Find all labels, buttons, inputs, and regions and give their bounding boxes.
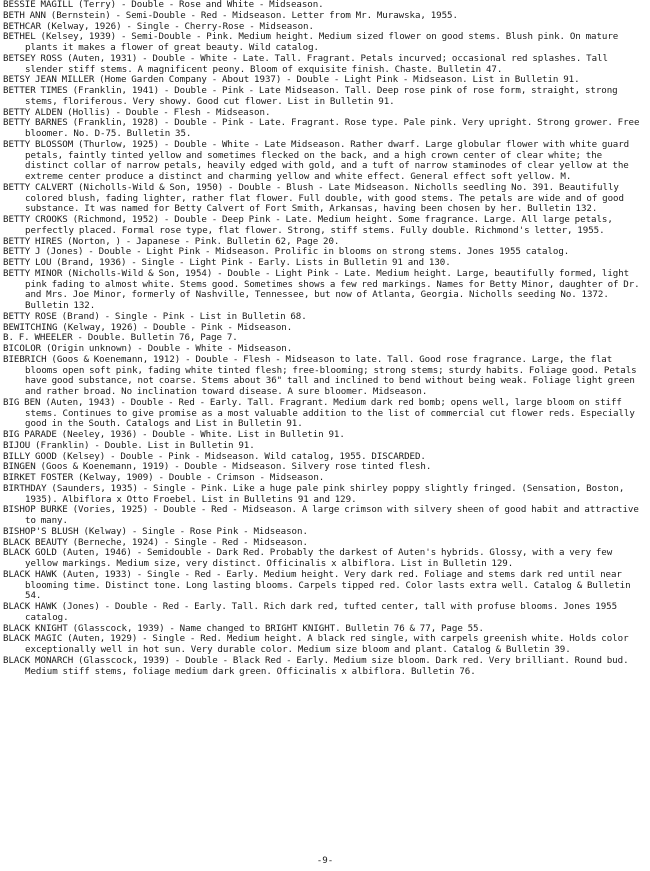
peony-entry: BIRKET FOSTER (Kelway, 1909) - Double - Crimson - Midseason.	[3, 473, 325, 483]
peony-entry: BESSIE MAGILL (Terry) - Double - Rose and White - Midseason.	[3, 0, 324, 10]
peony-entry: BETHCAR (Kelway, 1926) - Single - Cherry-Rose - Midseason.	[3, 21, 314, 32]
peony-entry: BETTY ROSE (Brand) - Single - Pink - List in Bulletin 68.	[3, 311, 307, 322]
peony-entry: BLACK GOLD (Auten, 1946) - Semidouble - Dark Red. Probably the darkest of Auten's hybrids. Glossy, with a very few yellow markings. Medium size, very distinct. Officinalis x albiflora. List in Bulletin 129.	[3, 548, 613, 569]
peony-entry: BEWITCHING (Kelway, 1926) - Double - Pink - Midseason.	[3, 322, 293, 333]
peony-entry: BETTY LOU (Brand, 1936) - Single - Light Pink - Early. Lists in Bulletin 91 and 130.	[3, 258, 451, 268]
page-number: -9-	[316, 856, 334, 866]
peony-entry: BLACK KNIGHT (Glasscock, 1939) - Name changed to BRIGHT KNIGHT. Bulletin 76 & 77, Page 55.	[3, 623, 484, 634]
peony-entry: BLACK HAWK (Jones) - Double - Red - Early. Tall. Rich dark red, tufted center, tall with profuse blooms. Jones 1955 catalog.	[3, 602, 618, 623]
peony-entry: BETH ANN (Bernstein) - Semi-Double - Red - Midseason. Letter from Mr. Murawska, 1955.	[3, 10, 458, 21]
peony-entry: BLACK BEAUTY (Berneche, 1924) - Single - Red - Midseason.	[3, 537, 308, 548]
peony-entry: BETSEY ROSS (Auten, 1931) - Double - White - Late. Tall. Fragrant. Petals incurved; occasional red splashes. Tall slender stiff stems. A magnificent peony. Bloom of exquisite finish. Chaste. Bulletin 47.	[3, 53, 608, 75]
peony-entry: BISHOP'S BLUSH (Kelway) - Single - Rose Pink - Midseason.	[3, 526, 308, 537]
peony-entry: BIRTHDAY (Saunders, 1935) - Single - Pink. Like a huge pale pink shirley poppy slightly fringed. (Sensation, Boston, 1935). Albiflora x Otto Froebel. List in Bulletins 91 and 129.	[3, 483, 625, 505]
peony-entry: BLACK MONARCH (Glasscock, 1939) - Double - Black Red - Early. Medium size bloom. Dark red. Very brilliant. Round bud. Medium stiff stems, foliage medium dark green. Officinalis x albiflora. Bulletin 76.	[3, 655, 629, 677]
peony-entry: BETTY HIRES (Norton, ) - Japanese - Pink. Bulletin 62, Page 20.	[3, 236, 340, 247]
peony-entry: BETTY ALDEN (Hollis) - Double - Flesh - Midseason.	[3, 107, 271, 118]
peony-entry: BIG PARADE (Neeley, 1936) - Double - White. List in Bulletin 91.	[3, 430, 345, 440]
peony-entry: BETTER TIMES (Franklin, 1941) - Double - Pink - Late Midseason. Tall. Deep rose pink of rose form, straight, strong stems, floriferous. Very showy. Good cut flower. List in Bulletin 91.	[3, 86, 618, 107]
peony-entry: BIJOU (Franklin) - Double. List in Bulletin 91.	[3, 440, 255, 451]
peony-entry: BLACK HAWK (Auten, 1933) - Single - Red - Early. Medium height. Very dark red. Foliage and stems dark red until near blooming time. Distinct tone. Long lasting blooms. Carpels tipped red. Color lasts extra well. Catalog & Bulletin 54.	[3, 569, 631, 602]
peony-entry: BICOLOR (Origin unknown) - Double - White - Midseason.	[3, 344, 293, 354]
peony-entry: BIEBRICH (Goos & Koenemann, 1912) - Double - Flesh - Midseason to late. Tall. Good rose fragrance. Large, the flat blooms open soft pink, fading white tinted flesh; free-blooming; strong stems; sturdy habits. Foliage good. Petals have good substance, not coarse. Stems about 36" tall and inclined to bend without being weak. Foliage light green and rather broad. No inclination toward disease. A sure bloomer. Midseason.	[3, 354, 637, 397]
peony-entry: BINGEN (Goos & Koenemann, 1919) - Double - Midseason. Silvery rose tinted flesh.	[3, 462, 432, 473]
peony-entry: BETTY CALVERT (Nicholls-Wild & Son, 1950) - Double - Blush - Late Midseason. Nicholls seedling No. 391. Beautifully colored blush, fading lighter, rather flat flower. Full double, with good stems. The petals are wide and of good substance. It was named for Betty Calvert of Fort Smith, Arkansas, having been chosen by her. Bulletin 132.	[3, 182, 624, 215]
peony-entry: BILLY GOOD (Kelsey) - Double - Pink - Midseason. Wild catalog, 1955. DISCARDED.	[3, 451, 426, 462]
peony-entry: BETTY BARNES (Franklin, 1928) - Double - Pink - Late. Fragrant. Rose type. Pale pink. Very upright. Strong grower. Free bloomer. No. D-75. Bulletin 35.	[3, 118, 640, 139]
peony-entry: BETHEL (Kelsey, 1939) - Semi-Double - Pink. Medium height. Medium sized flower on good stems. Blush pink. On mature plants it makes a flower of great beauty. Wild catalog.	[3, 32, 619, 53]
peony-entry: BIG BEN (Auten, 1943) - Double - Red - Early. Tall. Fragrant. Medium dark red bomb; opens well, large bloom on stiff stems. Continues to give promise as a most valuable addition to the list of commercial cut flower reds. Especially good in the South. Catalogs and List in Bulletin 91.	[3, 397, 635, 430]
peony-entry: B. F. WHEELER - Double. Bulletin 76, Page 7.	[3, 333, 238, 344]
peony-entry: BISHOP BURKE (Vories, 1925) - Double - Red - Midseason. A large crimson with silvery sheen of good habit and attractive to many.	[3, 505, 639, 526]
peony-entry: BETTY MINOR (Nicholls-Wild & Son, 1954) - Double - Light Pink - Late. Medium height. Large, beautifully formed, light pink fading to almost white. Stems good. Sometimes shows a few red markings. Names for Betty Minor, daughter of Dr. and Mrs. Joe Minor, formerly of Nashville, Tennessee, but now of Atlanta, Georgia. Nicholls seeding No. 1372. Bulletin 132.	[3, 268, 640, 311]
peony-entry: BETSY JEAN MILLER (Home Garden Company - About 1937) - Double - Light Pink - Midseason. List in Bulletin 91.	[3, 75, 580, 86]
peony-entry-list	[3, 0, 642, 677]
peony-entry: BETTY BLOSSOM (Thurlow, 1925) - Double - White - Late Midseason. Rather dwarf. Large globular flower with white guard petals, faintly tinted yellow and sometimes flecked on the back, and a high crown center of clear white; the distinct collar of narrow petals, heavily edged with gold, and a tuft of narrow staminodes of clear yellow at the extreme center produce a distinct and charming yellow and white effect. General effect soft yellow. M.	[3, 139, 630, 182]
peony-entry: BETTY CROOKS (Richmond, 1952) - Double - Deep Pink - Late. Medium height. Some fragrance. Large. All large petals, perfectly placed. Formal rose type, flat flower. Strong, stiff stems. Fully double. Richmond's letter, 1955.	[3, 215, 613, 236]
peony-entry: BLACK MAGIC (Auten, 1929) - Single - Red. Medium height. A black red single, with carpels greenish white. Holds color exceptionally well in hot sun. Very durable color. Medium size bloom and plant. Catalog & Bulletin 39.	[3, 634, 629, 655]
peony-entry: BETTY J (Jones) - Double - Light Pink - Midseason. Prolific in blooms on strong stems. Jones 1955 catalog.	[3, 247, 570, 258]
